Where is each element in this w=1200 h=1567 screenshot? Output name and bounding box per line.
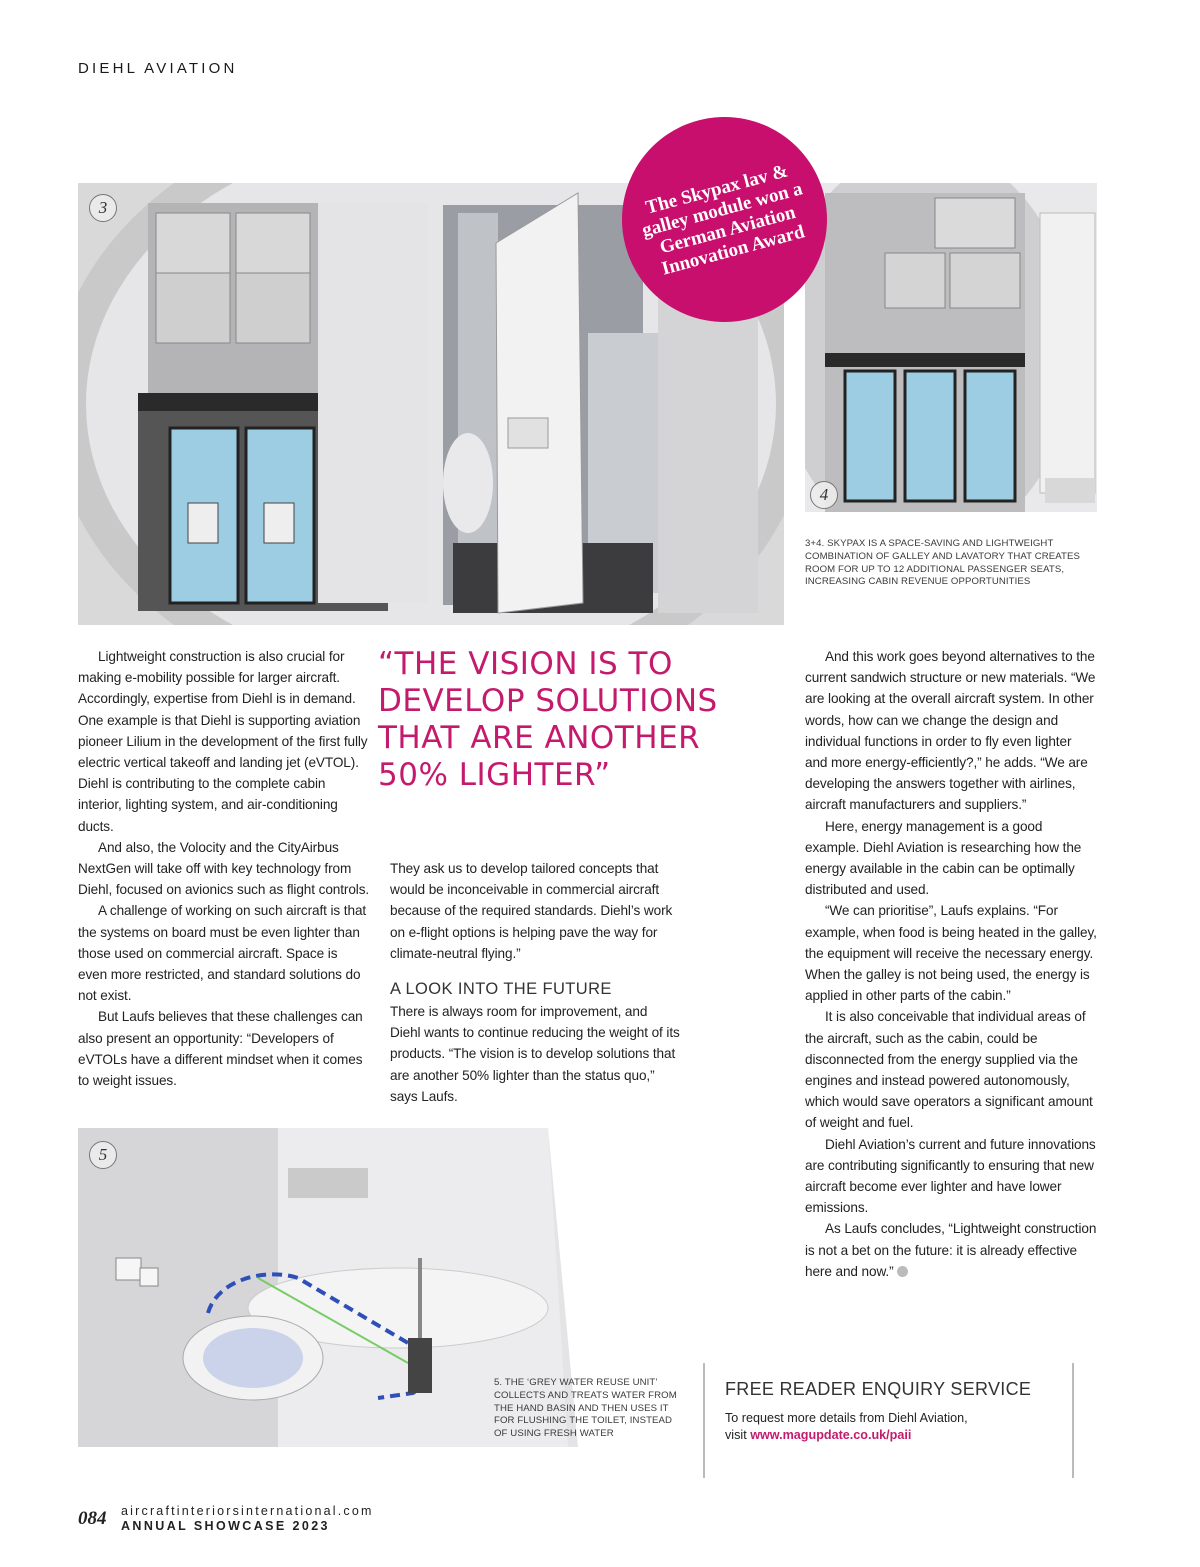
enquiry-title: FREE READER ENQUIRY SERVICE xyxy=(725,1379,1032,1399)
paragraph-text: As Laufs concludes, “Lightweight construction is not a bet on the future: it is already effective here and now.” xyxy=(805,1221,1097,1279)
paragraph: They ask us to develop tailored concepts that would be inconceivable in commercial aircraft because of the required standards. Diehl’s work on e-flight options is helping pave the way for climate-neutral flying.” xyxy=(390,861,673,961)
enquiry-line: To request more details from Diehl Aviation, xyxy=(725,1411,968,1425)
enquiry-visit: visit xyxy=(725,1428,751,1442)
figure-number-3: 3 xyxy=(89,194,117,222)
paragraph: Here, energy management is a good example. Diehl Aviation is researching how the energy available in the cabin can be optimally distributed and used. xyxy=(805,818,1082,898)
body-column-1 xyxy=(78,646,370,1091)
paragraph: Lightweight construction is also crucial for making e-mobility possible for larger aircraft. Accordingly, expertise from Diehl is in demand. One example is that Diehl is supporting aviation pioneer Lilium in the development of the first fully electric vertical takeoff and landing jet (eVTOL). Diehl is contributing to the complete cabin interior, lighting system, and air-conditioning ducts. xyxy=(78,649,368,834)
enquiry-text xyxy=(725,1410,968,1444)
subheading: A LOOK INTO THE FUTURE xyxy=(390,980,612,999)
paragraph: But Laufs believes that these challenges can also present an opportunity: “Developers of eVTOLs have a different mindset when it comes to weight issues. xyxy=(78,1009,363,1089)
page-number: 084 xyxy=(78,1508,107,1529)
paragraph xyxy=(805,1218,1097,1282)
award-text: The Skypax lav & galley module won a German Aviation Innovation Award xyxy=(639,160,807,280)
photo-galley-closed xyxy=(805,183,1097,512)
footer-website[interactable]: aircraftinteriorsinternational.com xyxy=(121,1504,374,1518)
paragraph: A challenge of working on such aircraft is that the systems on board must be even lighter than those used on commercial aircraft. Space is even more restricted, and standard solutions do not exist. xyxy=(78,903,367,1004)
caption-figure-5: 5. THE ‘GREY WATER REUSE UNIT’ COLLECTS AND TREATS WATER FROM THE HAND BASIN AND THEN USES IT FOR FLUSHING THE TOILET, INSTEAD OF USING FRESH WATER xyxy=(494,1377,677,1440)
footer-issue: ANNUAL SHOWCASE 2023 xyxy=(121,1519,330,1533)
award-roundel xyxy=(622,117,827,322)
paragraph: Diehl Aviation’s current and future innovations are contributing significantly to ensuring that new aircraft become ever lighter and have lower emissions. xyxy=(805,1136,1096,1216)
figure-number-4: 4 xyxy=(810,481,838,509)
paragraph: And this work goes beyond alternatives to the current sandwich structure or new materials. “We are looking at the overall aircraft system. In other words, how can we change the design and individual functions in order to fly even lighter and more energy-efficiently?,” he adds. “We are developing the answers together with airlines, aircraft manufacturers and suppliers.” xyxy=(805,649,1096,813)
paragraph: And also, the Volocity and the CityAirbus NextGen will take off with key technology from Diehl, focused on avionics such as flight controls. xyxy=(78,839,370,898)
body-column-3 xyxy=(805,646,1097,1282)
figure-number-5: 5 xyxy=(89,1141,117,1169)
pull-quote: “THE VISION IS TO DEVELOP SOLUTIONS THAT ARE ANOTHER 50% LIGHTER” xyxy=(378,646,718,793)
end-mark-icon xyxy=(897,1266,908,1277)
caption-figures-3-4: 3+4. SKYPAX IS A SPACE-SAVING AND LIGHTWEIGHT COMBINATION OF GALLEY AND LAVATORY THAT CREATES ROOM FOR UP TO 12 ADDITIONAL PASSENGER SEATS, INCREASING CABIN REVENUE OPPORTUNITIES xyxy=(805,538,1080,588)
paragraph: There is always room for improvement, and Diehl wants to continue reducing the weight of its products. “The vision is to develop solutions that are another 50% lighter than the status quo,” says Laufs. xyxy=(390,1004,680,1104)
paragraph: “We can prioritise”, Laufs explains. “For example, when food is being heated in the galley, the equipment will receive the necessary energy. When the galley is not being used, the energy is applied in other parts of the cabin.” xyxy=(805,903,1097,1004)
section-header: DIEHL AVIATION xyxy=(78,60,238,77)
reader-enquiry-box xyxy=(703,1363,1074,1478)
enquiry-link[interactable]: www.magupdate.co.uk/paii xyxy=(750,1428,912,1442)
paragraph: It is also conceivable that individual areas of the aircraft, such as the cabin, could be disconnected from the energy supplied via the engines and instead powered autonomously, which would save operators a significant amount of weight and fuel. xyxy=(805,1009,1093,1131)
body-column-2 xyxy=(390,858,680,1107)
